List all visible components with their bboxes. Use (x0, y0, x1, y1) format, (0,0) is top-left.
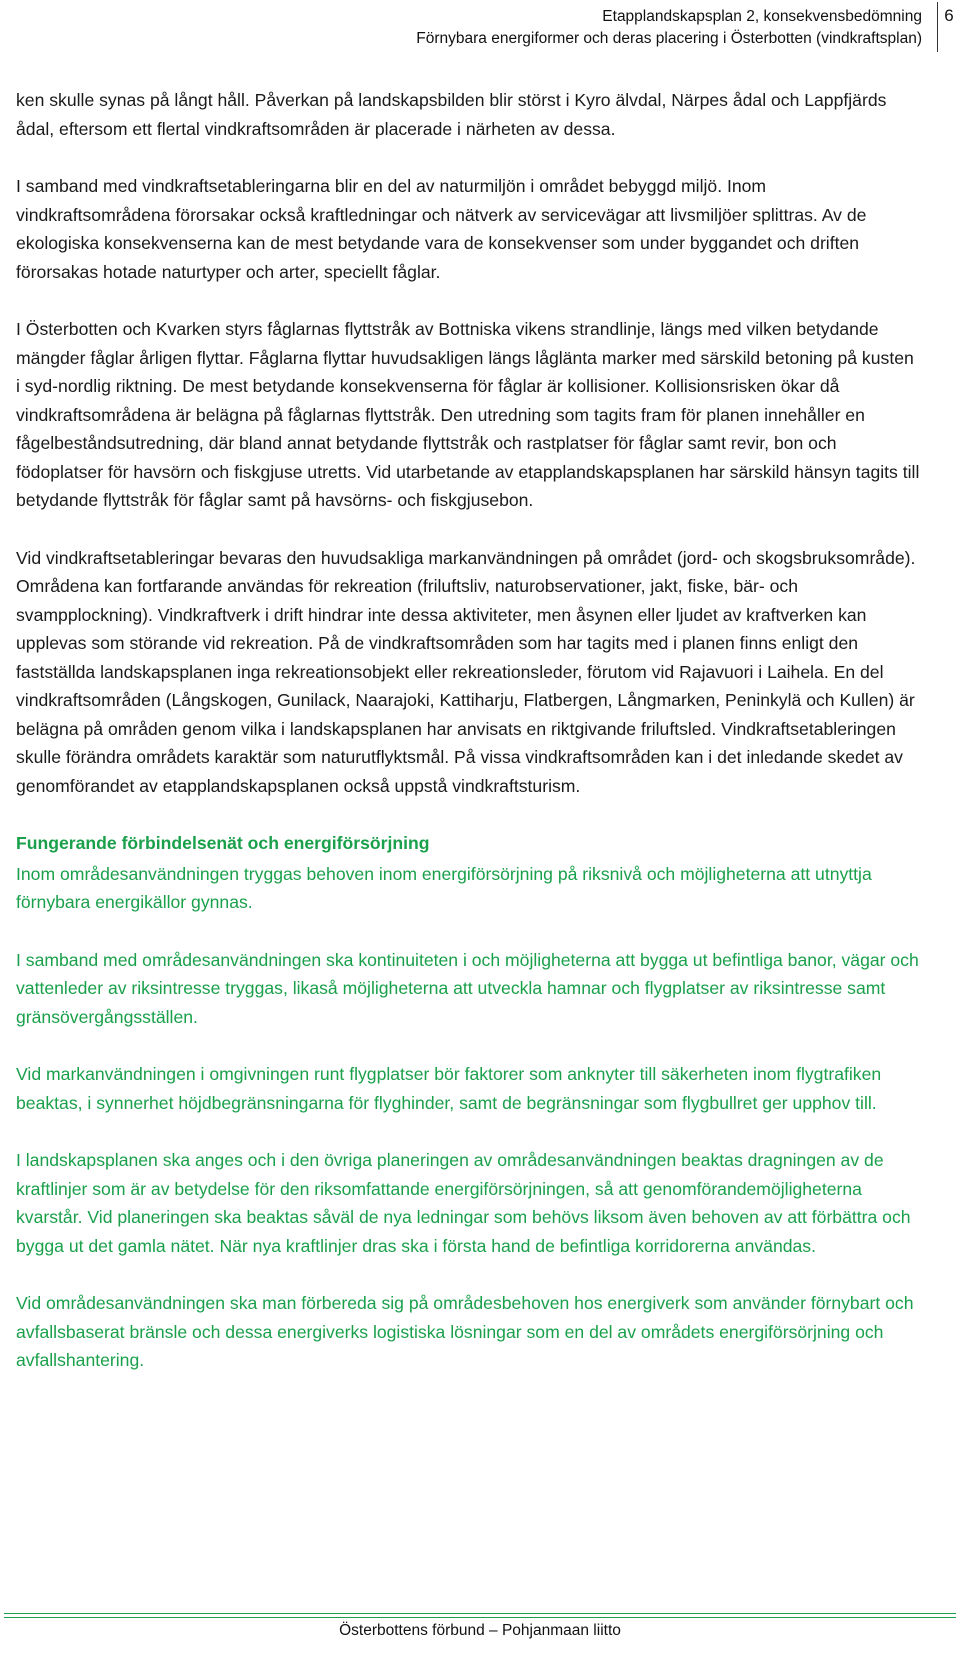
green-paragraph: Inom områdesanvändningen tryggas behoven inom energiförsörjning på riksnivå och möjligheterna att utnyttja förnybara energikällor gynnas. (16, 863, 872, 912)
green-paragraph: Vid markanvändningen i omgivningen runt flygplatser bör faktorer som anknyter till säkerheten inom flygtrafiken beaktas, i synnerhet höjdbegränsningarna för flyghinder, samt de begränsningar som flygbullret ger upphov till. (16, 1064, 882, 1113)
document-body (16, 86, 920, 1404)
green-paragraph: I landskapsplanen ska anges och i den övriga planeringen av områdesanvändningen beaktas dragningen av de kraftlinjer som är av betydelse för den riksomfattande energiförsörjningen, så att genomförandemöjligheterna kvarstår. Vid planeringen ska beaktas såväl de nya ledningar som behövs liksom även behoven av att förbättra och bygga ut det gamla nätet. När nya kraftlinjer dras ska i första hand de befintliga korridorerna användas. (16, 1150, 911, 1256)
green-paragraph: Vid områdesanvändningen ska man förbereda sig på områdesbehoven hos energiverk som använder förnybart och avfallsbaserat bränsle och dessa energiverks logistiska lösningar som en del av områdets energiförsörjning och avfallshantering. (16, 1293, 914, 1370)
page-header (0, 0, 960, 60)
header-subtitle: Förnybara energiformer och deras placering i Österbotten (vindkraftsplan) (416, 30, 922, 47)
header-text (416, 6, 922, 50)
paragraph: Vid vindkraftsetableringar bevaras den huvudsakliga markanvändningen på området (jord- och skogsbruksområde). Områdena kan fortfarande användas för rekreation (friluftsliv, naturobservationer, jakt, fiske, bär- och svampplockning). Vindkraftverk i drift hindrar inte dessa aktiviteter, men åsynen eller ljudet av kraftverken kan upplevas som störande vid rekreation. På de vindkraftsområden som har tagits med i planen finns enligt den fastställda landskapsplanen inga rekreationsobjekt eller rekreationsleder, förutom vid Rajavuori i Laihela. En del vindkraftsområden (Långskogen, Gunilack, Naarajoki, Kattiharju, Flatbergen, Långmarken, Peninkylä och Kullen) är belägna på områden genom vilka i landskapsplanen har anvisats en riktgivande friluftsled. Vindkraftsetableringen skulle förändra områdets karaktär som naturutflyktsmål. På vissa vindkraftsområden kan i det inledande skedet av genomförandet av etapplandskapsplanen också uppstå vindkraftsturism. (16, 547, 916, 796)
page-number: 6 (944, 6, 954, 25)
green-paragraph: I samband med områdesanvändningen ska kontinuiteten i och möjligheterna att bygga ut befintliga banor, vägar och vattenleder av riksintresse tryggas, likaså möjligheterna att utveckla hamnar och flygplatser av riksintresse samt gränsövergångsställen. (16, 949, 919, 1027)
page-footer: Österbottens förbund – Pohjanmaan liitto (339, 1622, 621, 1639)
footer-divider (4, 1613, 956, 1614)
paragraph: I Österbotten och Kvarken styrs fåglarnas flyttstråk av Bottniska vikens strandlinje, längs med vilken betydande mängder fåglar årligen flyttar. Fåglarna flyttar huvudsakligen längs låglänta marker med särskild betoning på kusten i syd-nordlig riktning. De mest betydande konsekvenserna för fåglar är kollisioner. Kollisionsrisken ökar då vindkraftsområdena är belägna på fåglarnas flyttstråk. Den utredning som tagits fram för planen innehåller en fågelbeståndsutredning, där bland annat betydande flyttstråk och rastplatser för fåglar samt revir, bon och födoplatser för havsörn och fiskgjuse utretts. Vid utarbetande av etapplandskapsplanen har särskild hänsyn tagits till betydande flyttstråk för fåglar samt på havsörns- och fiskgjusebon. (16, 319, 920, 510)
footer-divider-secondary (4, 1617, 956, 1618)
section-heading: Fungerande förbindelsenät och energiförsörjning (16, 833, 430, 853)
paragraph: I samband med vindkraftsetableringarna blir en del av naturmiljön i området bebyggd miljö. Inom vindkraftsområdena förorsakar också kraftledningar och nätverk av servicevägar att livsmiljöer splittras. Av de ekologiska konsekvenserna kan de mest betydande vara de konsekvenser som under byggandet och driften förorsakas hotade naturtyper och arter, speciellt fåglar. (16, 176, 867, 282)
paragraph: ken skulle synas på långt håll. Påverkan på landskapsbilden blir störst i Kyro älvdal, Närpes ådal och Lappfjärds ådal, eftersom ett flertal vindkraftsområden är placerade i närheten av dessa. (16, 90, 887, 139)
header-title: Etapplandskapsplan 2, konsekvensbedömning (602, 8, 922, 25)
